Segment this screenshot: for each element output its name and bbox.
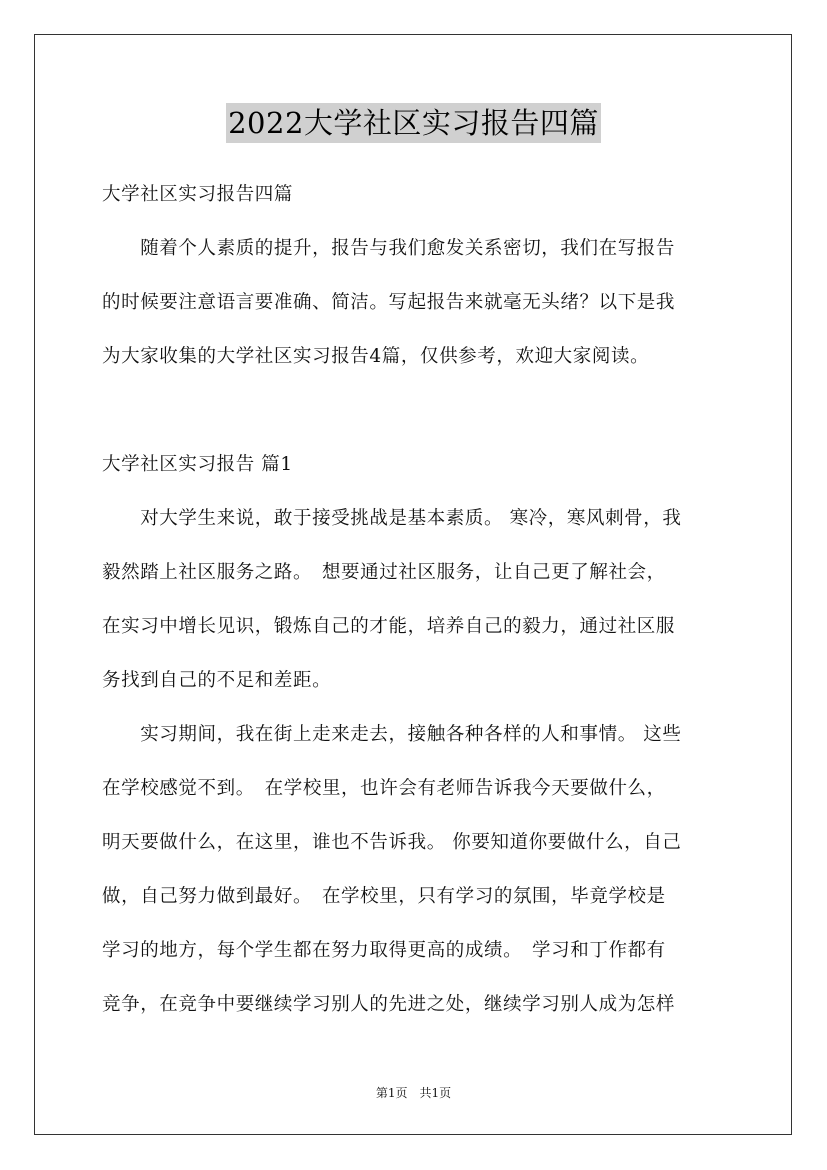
paragraph-line: 随着个人素质的提升，报告与我们愈发关系密切，我们在写报告 xyxy=(102,238,676,259)
paragraph-line: 在实习中增长见识，锻炼自己的才能，培养自己的毅力，通过社区服 xyxy=(102,616,676,637)
paragraph-line: 明天要做什么，在这里，谁也不告诉我。 你要知道你要做什么，自己 xyxy=(102,832,682,853)
paragraph-line: 在学校感觉不到。 在学校里，也许会有老师告诉我今天要做什么， xyxy=(102,778,666,799)
title-container xyxy=(0,103,827,143)
paragraph-line: 务找到自己的不足和差距。 xyxy=(102,670,332,691)
paragraph-line: 竞争，在竞争中要继续学习别人的先进之处，继续学习别人成为怎样 xyxy=(102,994,676,1015)
paragraph-line: 对大学生来说，敢于接受挑战是基本素质。 寒冷，寒风刺骨，我 xyxy=(102,508,682,529)
page-footer: 第1页 共1页 xyxy=(375,1086,452,1100)
document-title: 2022大学社区实习报告四篇 xyxy=(226,103,601,143)
paragraph-line: 实习期间，我在街上走来走去，接触各种各样的人和事情。 这些 xyxy=(102,724,682,745)
paragraph-line: 学习的地方，每个学生都在努力取得更高的成绩。 学习和丁作都有 xyxy=(102,940,666,961)
paragraph-line: 做，自己努力做到最好。 在学校里，只有学习的氛围，毕竟学校是 xyxy=(102,886,666,907)
paragraph-line: 毅然踏上社区服务之路。 想要通过社区服务，让自己更了解社会， xyxy=(102,562,666,583)
subtitle: 大学社区实习报告四篇 xyxy=(102,184,294,205)
paragraph-line: 为大家收集的大学社区实习报告4篇，仅供参考，欢迎大家阅读。 xyxy=(102,346,650,367)
section-heading: 大学社区实习报告 篇1 xyxy=(102,454,293,475)
paragraph-line: 的时候要注意语言要准确、简洁。写起报告来就毫无头绪？以下是我 xyxy=(102,292,676,313)
